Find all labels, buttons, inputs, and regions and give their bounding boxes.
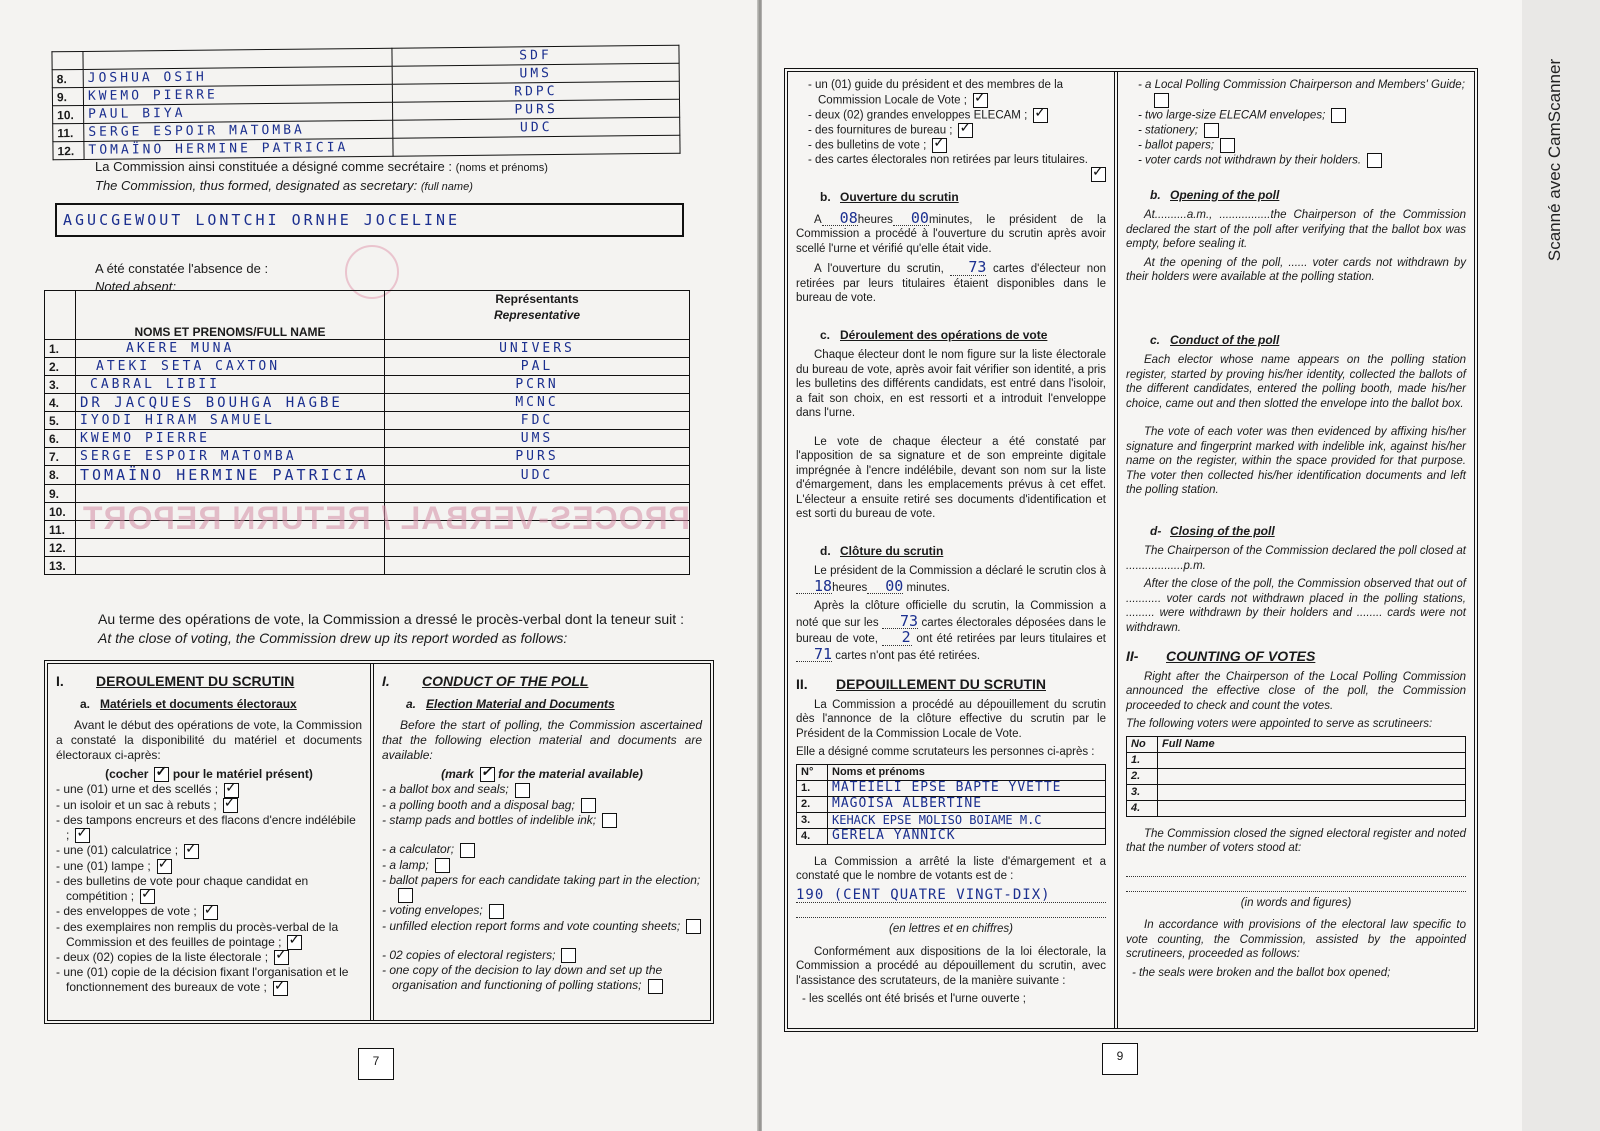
secretary-label: La Commission ainsi constituée a désigné comme secrétaire : (noms et prénoms) The Commission, thus formed, designated as secretary: (full name) bbox=[95, 159, 548, 193]
checkbox-example bbox=[154, 767, 169, 782]
checkbox-ballot-box[interactable] bbox=[515, 783, 530, 798]
return-report-stamp: PROCES-VERBAL / RETURN REPORT bbox=[82, 500, 691, 536]
table-row: 1. AKERE MUNA UNIVERS bbox=[45, 340, 690, 358]
table-row: 3. KEHACK EPSE MOLISO BOIAME M.C bbox=[797, 812, 1106, 828]
table-row: 2. MAGOISA ALBERTINE bbox=[797, 796, 1106, 812]
table-header: NOMS ET PRENOMS/FULL NAME Représentants Representative bbox=[45, 291, 690, 340]
section-en-right: - a Local Polling Commission Chairperson and Members' Guide; - two large-size ELECAM envelopes; - stationery; - ballot papers; - voter cards not withdrawn by their holders. b. Opening of the poll At..........a.m., ................the Chairperson of the Commission declared the start of the poll after verifying that the ballot box was empty, before sealing it. At the opening of the poll, ...... voter cards not withdrawn by their holders were available at the polling station. c. Conduct of the poll Each elector whose name appears on the polling station register, started by proving his/her identity, collected the ballots of the different candidates, entered the polling booth, made his/her choice, came out and then slotted the envelope into the ballot box. The vote of each voter was then evidenced by affixing his/her signature and fingerprint marked with indelible ink, against his/her name on the register, within the space provided for that purpose. The voter then collected his/her identification documents and left the polling station. d- Closing of the poll The Chairperson of the Commission declared the poll closed at ..................p.m. After the close of the poll, the Commission observed that out of ........... voter cards not withdrawn placed in the polling stations, ......... were withdrawn by their holders and ........ cards were not withdrawn. II- COUNTING OF VOTES Right after the Chairperson of the Local Polling Commission announced the effective close of the poll, the Commission proceeded to check and count the votes. The following voters were appointed to serve as scrutineers: No Full Name 1. 2. 3. 4. The Commission closed the signed electoral register and noted that the number of voters stood at: (in words and figures) In accordance with provisions of the electoral law specific to vote counting, the Commission, assisted by the appointed scrutineers, proceeded as follows: - the seals were broken and the ballot box opened; bbox=[1114, 72, 1474, 1028]
table-row: 9. KWEMO PIERRE RDPC bbox=[52, 81, 679, 106]
opening-minutes: 00 bbox=[893, 211, 929, 227]
table-row: 8. JOSHUA OSIH UMS bbox=[52, 63, 679, 88]
section-conduct-box bbox=[44, 660, 714, 1024]
checkbox-tampons[interactable] bbox=[75, 828, 90, 843]
table-row: 3. CABRAL LIBII PCRN bbox=[45, 376, 690, 394]
table-row: 12. bbox=[45, 539, 690, 557]
members-table bbox=[51, 45, 680, 161]
scrutineers-table-en: No Full Name 1. 2. 3. 4. bbox=[1126, 736, 1466, 817]
page-number: 7 bbox=[358, 1048, 394, 1080]
table-row: 1. MATEIELI EPSE BAPTE YVETTE bbox=[797, 780, 1106, 796]
checkbox-lampe[interactable] bbox=[157, 859, 172, 874]
table-row: 4. DR JACQUES BOUHGA HAGBE MCNC bbox=[45, 394, 690, 412]
checkbox-stamp-pads[interactable] bbox=[602, 813, 617, 828]
table-row: 3. bbox=[1127, 784, 1466, 800]
checkbox-bulletins-vote[interactable] bbox=[932, 138, 947, 153]
table-row: 7. SERGE ESPOIR MATOMBA PURS bbox=[45, 448, 690, 466]
absent-label: A été constatée l'absence de : Noted absent: bbox=[95, 261, 269, 294]
checkbox-isoloir[interactable] bbox=[223, 798, 238, 813]
section-box-right bbox=[784, 68, 1478, 1032]
checkbox-calculator[interactable] bbox=[460, 843, 475, 858]
scrutineers-table-fr: N° Noms et prénoms 1. MATEIELI EPSE BAPTE YVETTE 2. MAGOISA ALBERTINE 3. KEHACK EPSE MOLISO BOIAME M.C 4. GERELA YANNICK bbox=[796, 764, 1106, 845]
cards-deposited: 73 bbox=[882, 614, 918, 630]
left-page bbox=[0, 0, 760, 1131]
checkbox-elecam-envelopes[interactable] bbox=[1331, 108, 1346, 123]
checkbox-proces-verbal[interactable] bbox=[287, 935, 302, 950]
checkbox-bulletins[interactable] bbox=[140, 889, 155, 904]
checkbox-example bbox=[480, 767, 495, 782]
checkbox-electoral-registers[interactable] bbox=[561, 948, 576, 963]
checkbox-decision[interactable] bbox=[273, 981, 288, 996]
table-row: 2. ATEKI SETA CAXTON PAL bbox=[45, 358, 690, 376]
checkbox-voter-cards[interactable] bbox=[1367, 153, 1382, 168]
table-row: 12. TOMAÏNO HERMINE PATRICIA bbox=[53, 135, 680, 160]
table-row: 9. bbox=[45, 485, 690, 503]
section-en: I. CONDUCT OF THE POLL a. Election Material and Documents Before the start of polling, the Commission ascertained that the following election material and documents are available: (mark ✓ for the material available) - a ballot box and seals; - a polling booth and a disposal bag; - stamp pads and bottles of indelible ink; - a calculator; - a lamp; - ballot papers for each candidate taking part in the election; - voting envelopes; - unfilled election report forms and vote counting sheets; - 02 copies of electoral registers; - one copy of the decision to lay down and set up the organisation and functioning of polling stations; bbox=[370, 664, 710, 1020]
right-page bbox=[762, 0, 1522, 1131]
checkbox-lamp[interactable] bbox=[435, 858, 450, 873]
table-row: SDF bbox=[52, 45, 679, 70]
table-row: 2. bbox=[1127, 768, 1466, 784]
checkbox-cartes-non-retirees[interactable] bbox=[1091, 167, 1106, 182]
section-fr: I. DEROULEMENT DU SCRUTIN a. Matériels et documents électoraux Avant le début des opérations de vote, la Commission a constaté la disponibilité du matériel et documents électoraux ci-après: (cocher ✓ pour le matériel présent) - une (01) urne et des scellés ;✓ - un isoloir et un sac à rebuts ;✓ - des tampons encreurs et des flacons d'encre indélébile ;✓ - une (01) calculatrice ;✓ - une (01) lampe ;✓ - des bulletins de vote pour chaque candidat en compétition ;✓ - des enveloppes de vote ;✓ - des exemplaires non remplis du procès-verbal de la Commission et des feuilles de pointage ;✓ - deux (02) copies de la liste électorale ;✓ - une (01) copie de la décision fixant l'organisation et le fonctionnement des bureaux de vote ;✓ bbox=[48, 664, 370, 1020]
checkbox-polling-booth[interactable] bbox=[581, 798, 596, 813]
table-row: 11. SERGE ESPOIR MATOMBA UDC bbox=[53, 117, 680, 142]
table-row: 4. GERELA YANNICK bbox=[797, 828, 1106, 844]
closing-minutes: 00 bbox=[867, 579, 903, 595]
checkbox-voting-envelopes[interactable] bbox=[489, 904, 504, 919]
checkbox-liste-electorale[interactable] bbox=[274, 950, 289, 965]
closing-hours: 18 bbox=[796, 579, 832, 595]
secretary-field: AGUCGEWOUT LONTCHI ORNHE JOCELINE bbox=[55, 203, 684, 237]
table-row: 13. bbox=[45, 557, 690, 575]
camscanner-watermark: Scanné avec CamScanner bbox=[1545, 58, 1564, 262]
section-fr-right: - un (01) guide du président et des membres de la Commission Locale de Vote ;✓ - deux (02) grandes enveloppes ELECAM ;✓ - des fournitures de bureau ;✓ - des bulletins de vote ;✓ - des cartes électorales non retirées par leurs titulaires. ✓ b. Ouverture du scrutin A 08heures 00minutes, le président de la Commission a procédé à l'ouverture du scrutin après avoir scellé l'urne et vérifié qu'elle était vide. A l'ouverture du scrutin, 73 cartes d'électeur non retirées par leurs titulaires étaient disponibles dans le bureau de vote. c. Déroulement des opérations de vote Chaque électeur dont le nom figure sur la liste électorale du bureau de vote, après avoir fait vérifier son identité, a pris les bulletins des différents candidats, est entré dans l'isoloir, a fait son choix, en est ressorti et a introduit l'enveloppe dans l'urne. Le vote de chaque électeur a été constaté par l'apposition de sa signature et de son empreinte digitale imprégnée à l'encre indélébile, devant son nom sur la liste d'émargement, dans les emplacements prévus à cet effet. L'électeur a ensuite retiré ses documents d'identification et est sorti du bureau de vote. d. Clôture du scrutin Le président de la Commission a déclaré le scrutin clos à 18heures 00 minutes. Après la clôture officielle du scrutin, la Commission a noté que sur les 73 cartes électorales déposées dans le bureau de vote, 2 ont été retirées par leurs titulaires et 71 cartes n'ont pas été retirées. II. DEPOUILLEMENT DU SCRUTIN La Commission a procédé au dépouillement du scrutin dès l'annonce de la clôture effective du scrutin par le Président de la Commission Locale de Vote. Elle a désigné comme scrutateurs les personnes ci-après : N° Noms et prénoms 1. MATEIELI EPSE BAPTE YVETTE 2. MAGOISA ALBERTINE 3. KEHACK EPSE MOLISO BOIAME M.C 4. GERELA YANNICK La Commission a arrêté la liste d'émargement et a constaté que le nombre de votants est de : 190 (CENT QUATRE VINGT-DIX) (en lettres et en chiffres) Conformément aux dispositions de la loi électorale, la Commission a procédé au dépouillement du scrutin, avec l'assistance des scrutateurs, de la manière suivante : - les scellés ont été brisés et l'urne ouverte ; bbox=[788, 72, 1114, 1028]
checkbox-guide[interactable] bbox=[973, 93, 988, 108]
checkbox-enveloppes[interactable] bbox=[203, 905, 218, 920]
checkbox-enveloppes-elecam[interactable] bbox=[1033, 108, 1048, 123]
table-row: 1. bbox=[1127, 752, 1466, 768]
table-row: 8. TOMAÏNO HERMINE PATRICIA UDC bbox=[45, 466, 690, 485]
table-row: 10. PAUL BIYA PURS bbox=[53, 99, 680, 124]
opening-hours: 08 bbox=[822, 211, 858, 227]
cards-not-withdrawn: 71 bbox=[796, 647, 832, 663]
table-row: 11. bbox=[45, 521, 690, 539]
cards-withdrawn: 2 bbox=[882, 630, 912, 646]
checkbox-fournitures[interactable] bbox=[958, 123, 973, 138]
checkbox-stationery[interactable] bbox=[1204, 123, 1219, 138]
checkbox-guide-en[interactable] bbox=[1154, 93, 1169, 108]
close-statement: Au terme des opérations de vote, la Commission a dressé le procès-verbal dont la teneur suit : At the close of voting, the Commission drew up its report worded as follows: bbox=[98, 611, 684, 646]
checkbox-ballot-papers[interactable] bbox=[398, 888, 413, 903]
table-row: 10. bbox=[45, 503, 690, 521]
table-row: 6. KWEMO PIERRE UMS bbox=[45, 430, 690, 448]
checkbox-ballot-papers-en[interactable] bbox=[1220, 138, 1235, 153]
opening-cards: 73 bbox=[950, 260, 986, 276]
checkbox-report-forms[interactable] bbox=[686, 919, 701, 934]
table-row: 4. bbox=[1127, 800, 1466, 816]
table-row: 5. IYODI HIRAM SAMUEL FDC bbox=[45, 412, 690, 430]
checkbox-calculatrice[interactable] bbox=[184, 844, 199, 859]
voters-count: 190 (CENT QUATRE VINGT-DIX) bbox=[796, 888, 1106, 904]
page-number: 9 bbox=[1102, 1043, 1138, 1075]
checkbox-decision-copy[interactable] bbox=[648, 979, 663, 994]
